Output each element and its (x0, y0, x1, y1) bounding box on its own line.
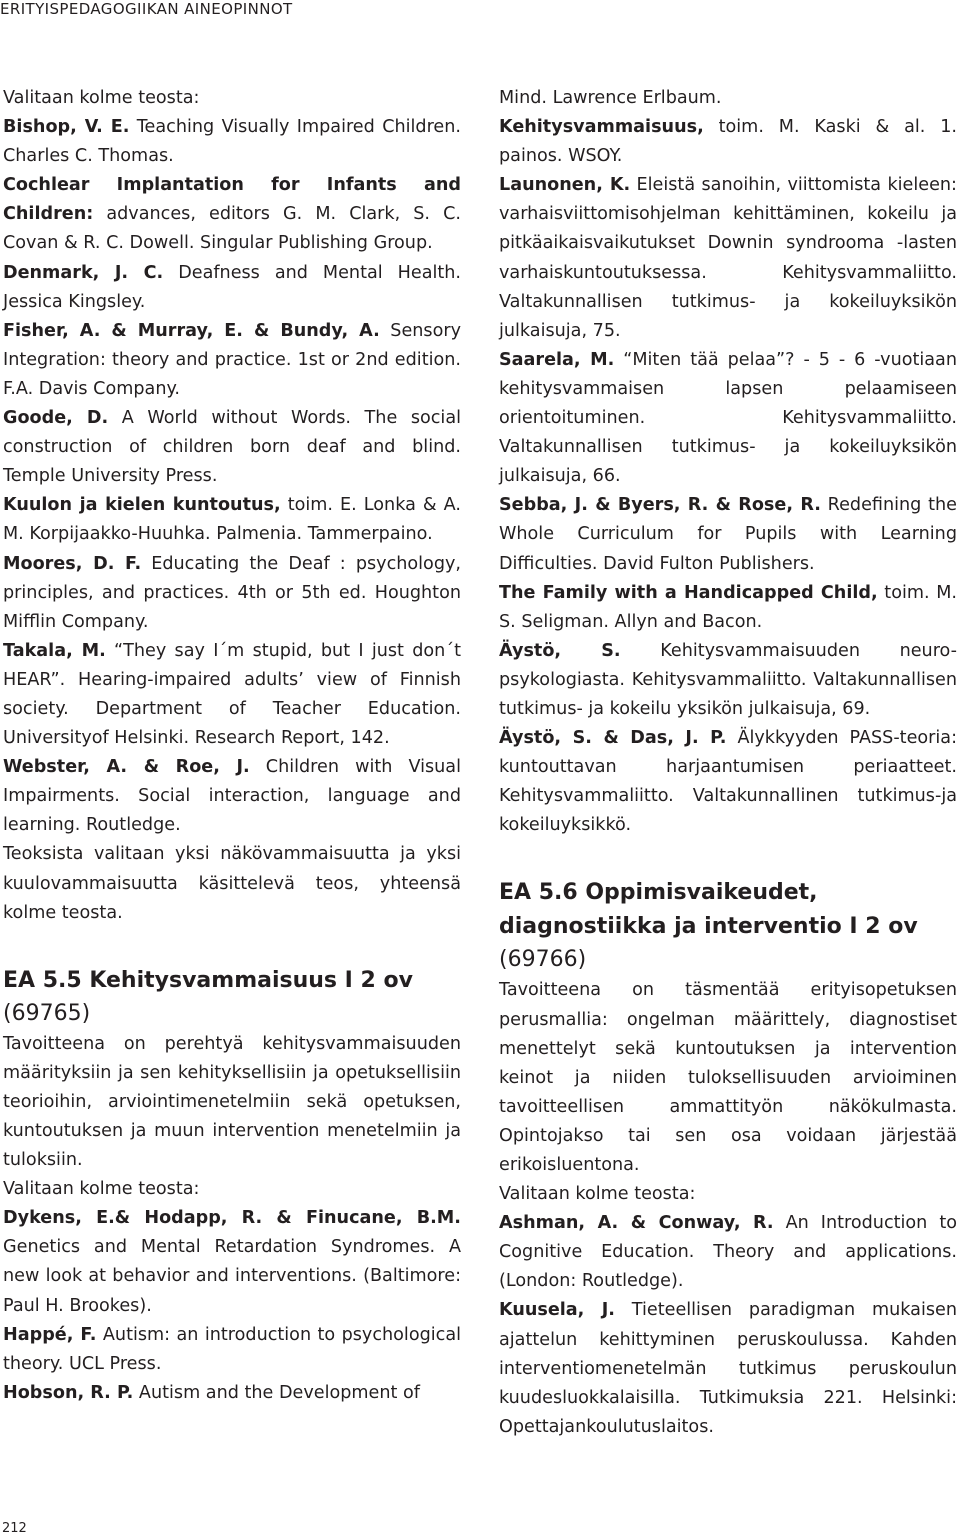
reference-text: toim. M. S. Seligman. Allyn and Bacon. (499, 582, 958, 632)
reference-item (499, 579, 957, 637)
reference-text: “Miten tää pelaa”? - 5 - 6 -vuotiaan kehitysvammaisen lapsen pelaamiseen orientoituminen. Kehitysvammaliitto. Valtakunnallisen tutkimus- ja kokeiluyksikön julkaisuja, 66. (499, 349, 957, 487)
reference-text: Tieteellisen paradigman mukaisen ajattelun kehittyminen peruskoulussa. Kahden interventiomenetelmän tutkimus peruskoulun kuudesluokkalaisilla. Tutkimuksia 221. Helsinki: Opettajankoulutuslaitos. (499, 1300, 957, 1437)
section-body: Tavoitteena on täsmentää erityisopetuksen perusmallia: ongelman määrittely, diagnostiset menettelyt sekä kuntoutuksen ja intervention keinot ja niiden tuloksellisuuden arvioiminen tavoitteellisen ammattityön näkökulmasta. Opintojakso tai sen osa voidaan järjestää erikoisluentona. (499, 980, 957, 1175)
reference-author: Bishop, V. E. (3, 117, 130, 138)
reference-author: Ashman, A. & Conway, R. (499, 1213, 774, 1234)
reference-item (499, 1209, 957, 1296)
reference-text: Teaching Visually Impaired Children. Charles C. Thomas. (3, 117, 461, 167)
reference-text: A World without Words. The social construction of children born deaf and blind. Temple University Press. (3, 408, 461, 487)
reference-item (3, 171, 461, 258)
reference-author: Sebba, J. & Byers, R. & Rose, R. (499, 495, 821, 516)
reference-continuation: Mind. Lawrence Erlbaum. (499, 88, 722, 108)
reference-text: Redefining the Whole Curriculum for Pupils with Learning Difficulties. David Fulton Publishers. (499, 495, 958, 574)
reference-item (3, 1379, 461, 1408)
reference-text: “They say I´m stupid, but I just don´t HEAR”. Hearing-impaired adults’ view of Finnish society. Department of Teacher Education. Universityof Helsinki. Research Report, 142. (3, 640, 461, 749)
reference-author: Moores, D. F. (3, 553, 142, 574)
reference-item (3, 317, 461, 404)
reference-author: Fisher, A. & Murray, E. & Bundy, A. (3, 320, 380, 341)
reference-author: Cochlear Implantation for Infants and Children: (3, 175, 461, 225)
reference-item (499, 491, 957, 578)
reference-item (3, 1204, 461, 1320)
reading-intro: Valitaan kolme teosta: (499, 1184, 696, 1205)
reference-item (3, 113, 461, 171)
reference-text: An Introduction to Cognitive Education. Theory and applications. (London: Routledge). (499, 1213, 957, 1292)
reference-author: Kuulon ja kielen kuntoutus, (3, 495, 281, 516)
left-column (3, 84, 461, 1408)
selection-note: Teoksista valitaan yksi näkövammaisuutta ja yksi kuulovammaisuutta käsittelevä teos, yhteensä kolme teosta. (3, 844, 461, 923)
reference-author: Denmark, J. C. (3, 262, 164, 283)
reference-text: Älykkyyden PASS-teoria: kuntouttavan harjaantumisen periaatteet. Kehitysvammaliitto. Valtakunnallinen tutkimus-ja kokeiluyksikkö. (499, 728, 957, 836)
reference-item (3, 491, 461, 549)
reading-intro: Valitaan kolme teosta: (3, 88, 200, 108)
reference-item (499, 346, 957, 491)
reference-item (3, 404, 461, 491)
reference-author: Kehitysvammaisuus, (499, 117, 704, 138)
reference-text: Deafness and Mental Health. Jessica Kingsley. (3, 262, 461, 312)
reference-item (3, 637, 461, 753)
reference-item (3, 1321, 461, 1379)
reference-text: Children with Visual Impairments. Social interaction, language and learning. Routledge. (3, 757, 461, 836)
reference-author: Takala, M. (3, 640, 106, 661)
reference-author: Goode, D. (3, 408, 109, 429)
reference-author: Launonen, K. (499, 175, 631, 196)
reference-item (499, 171, 957, 346)
reference-author: Kuusela, J. (499, 1300, 615, 1321)
reference-author: Äystö, S. (499, 640, 621, 661)
reference-text: Kehitysvammaisuuden neuro-psykologiasta. Kehitysvammaliitto. Valtakunnallisen tutkimus- ja kokeilu yksikön julkaisuja, 69. (499, 640, 957, 719)
reference-author: The Family with a Handicapped Child, (499, 582, 878, 603)
reference-author: Happé, F. (3, 1324, 97, 1345)
reference-text: Eleistä sanoihin, viittomista kieleen: varhaisviittomisohjelman kehittäminen, kokeilu ja pitkäaikaisvaikutukset Downin syndrooma -lasten varhaiskuntoutuksessa. Kehitysvammaliitto. Valtakunnallisen tutkimus- ja kokeiluyksikön julkaisuja, 75. (499, 175, 957, 341)
reference-text: Autism and the Development of (133, 1382, 420, 1403)
page-number: 212 (2, 1521, 27, 1536)
course-code: (69766) (499, 947, 587, 973)
reference-item (499, 637, 957, 724)
section-title: EA 5.5 Kehitysvammaisuus I 2 ov (3, 967, 413, 993)
reading-intro: Valitaan kolme teosta: (3, 1179, 200, 1200)
running-header: ERITYISPEDAGOGIIKAN AINEOPINNOT (0, 0, 293, 18)
course-code: (69765) (3, 1000, 91, 1026)
reference-item (499, 113, 957, 171)
reference-text: Sensory Integration: theory and practice. 1st or 2nd edition. F.A. Davis Company. (3, 320, 461, 399)
reference-text: Genetics and Mental Retardation Syndromes. A new look at behavior and interventions. (Baltimore: Paul H. Brookes). (3, 1237, 461, 1316)
reference-text: Autism: an introduction to psychological theory. UCL Press. (3, 1324, 461, 1374)
reference-item (3, 753, 461, 840)
reference-author: Dykens, E.& Hodapp, R. & Finucane, B.M. (3, 1208, 461, 1229)
reference-item (499, 1296, 957, 1441)
right-column (499, 84, 957, 1442)
reference-author: Äystö, S. & Das, J. P. (499, 728, 727, 749)
reference-text: Educating the Deaf : psychology, principles, and practices. 4th or 5th ed. Houghton Mifflin Company. (3, 553, 461, 632)
reference-item (3, 550, 461, 637)
reference-author: Hobson, R. P. (3, 1382, 134, 1403)
reference-author: Saarela, M. (499, 349, 615, 370)
section-body: Tavoitteena on perehtyä kehitysvammaisuuden määrityksiin ja sen kehityksellisiin ja opetuksellisiin teorioihin, arviointimenetelmiin sekä opetuksen, kuntoutuksen ja muun intervention menetelmiin ja tuloksiin. (3, 1033, 461, 1171)
reference-author: Webster, A. & Roe, J. (3, 757, 250, 778)
reference-text: toim. E. Lonka & A. M. Korpijaakko-Huuhka. Palmenia. Tammerpaino. (3, 495, 461, 545)
reference-item (499, 724, 957, 840)
reference-item (3, 259, 461, 317)
section-title: EA 5.6 Oppimisvaikeudet, diagnostiikka ja interventio I 2 ov (499, 880, 918, 940)
reference-text: advances, editors G. M. Clark, S. C. Covan & R. C. Dowell. Singular Publishing Group. (3, 204, 461, 254)
reference-text: toim. M. Kaski & al. 1. painos. WSOY. (499, 117, 957, 167)
